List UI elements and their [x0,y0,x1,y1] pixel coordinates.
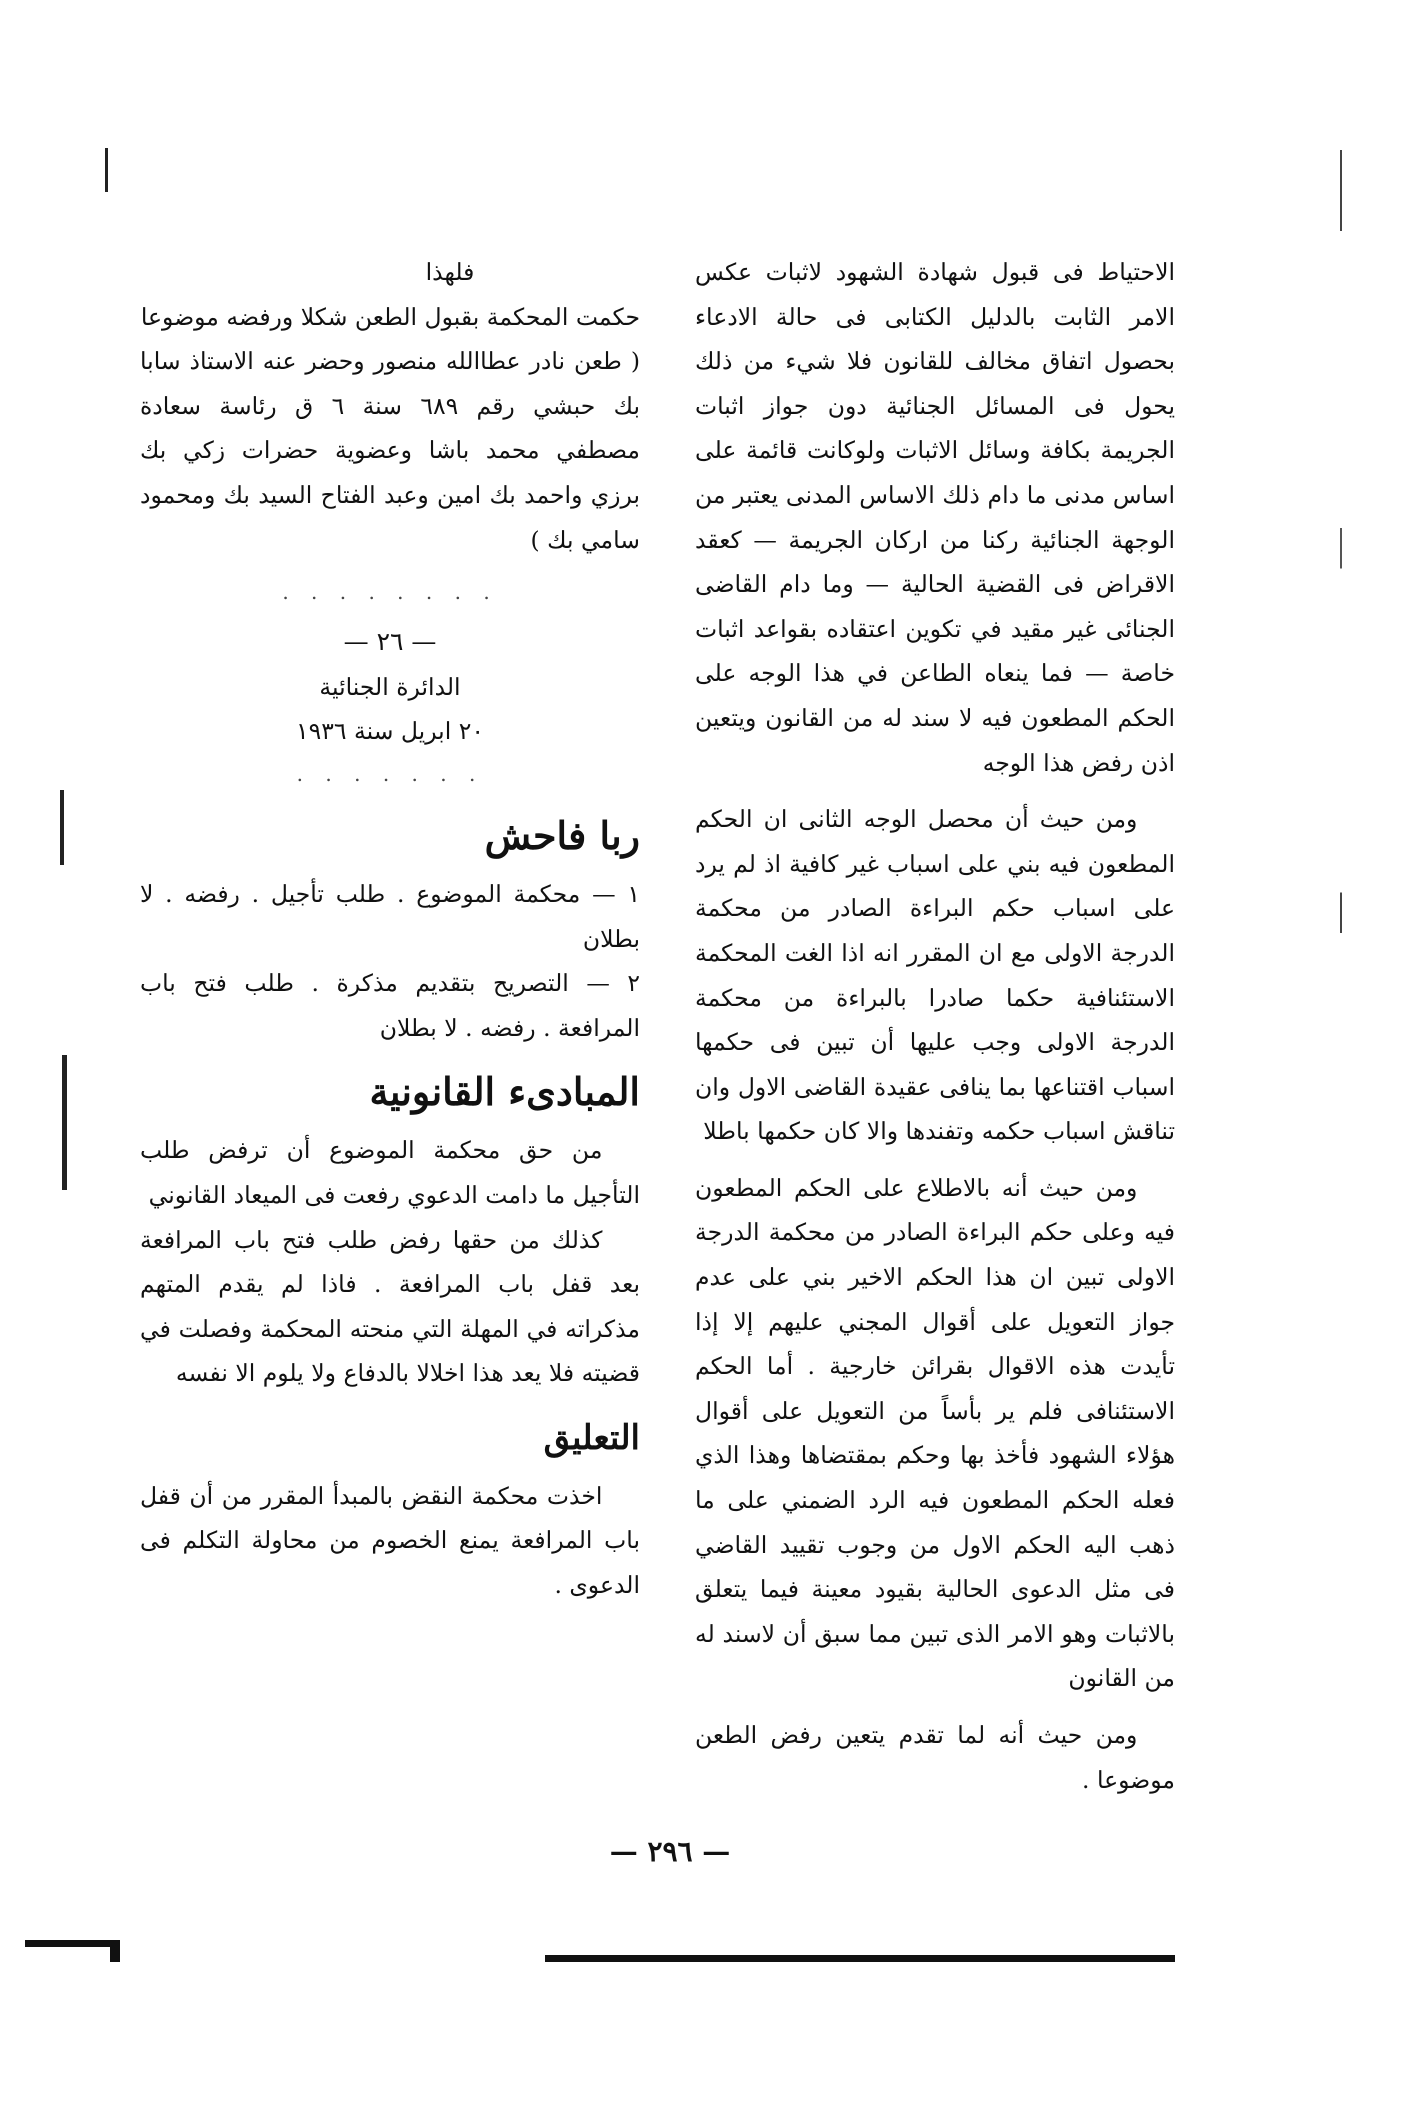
case-number: — ٢٦ — [343,627,437,657]
left-column [140,250,640,1608]
bottom-rule [545,1955,1175,1962]
paragraph-conclusion: ومن حيث أنه لما تقدم يتعين رفض الطعن موضوعا . [695,1721,1175,1794]
paragraph-second-ground: ومن حيث أن محصل الوجه الثانى ان الحكم المطعون فيه بني على اسباب غير كافية اذ لم يرد على اسباب حكم البراءة الصادر من محكمة الدرجة الاولى مع ان المقرر انه اذا الغت المحكمة الاستئنافية حكما صادرا بالبراءة من محكمة الدرجة الاولى وجب عليها أن تبين فى حكمها اسباب اقتناعها بما ينافى عقيدة القاضى الاول وان تناقش اسباب حكمه وتفندها والا كان حكمها باطلا [695,805,1175,1146]
separator-dots-2: . . . . . . . [296,761,484,786]
separator-dots: . . . . . . . . [282,580,498,605]
case-info: ( طعن نادر عطاالله منصور وحضر عنه الاستاذ سابا بك حبشي رقم ٦٨٩ سنة ٦ ق رئاسة سعادة مصطفي محمد باشا وعضوية حضرات زكي بك برزي واحمد بك امين وعبد الفتاح السيد بك ومحمود سامي بك ) [140,347,640,554]
ruling-text: حكمت المحكمة بقبول الطعن شكلا ورفضه موضوعا [140,302,640,331]
for-these-reasons: فلهذا [425,258,475,286]
chamber-name: الدائرة الجنائية [319,672,461,701]
principles-paragraph-1: من حق محكمة الموضوع أن ترفض طلب التأجيل ما دامت الدعوي رفعت فى الميعاد القانوني [140,1136,640,1209]
paragraph-review: ومن حيث أنه بالاطلاع على الحكم المطعون فيه وعلى حكم البراءة الصادر من محكمة الدرجة الاولى تبين ان هذا الحكم الاخير بني على عدم جواز التعويل على أقوال المجني عليهم إلا إذا تأيدت هذه الاقوال بقرائن خارجية . أما الحكم الاستئنافى فلم ير بأساً من التعويل على أقوال هؤلاء الشهود فأخذ بها وحكم بمقتضاها وهذا الذي فعله الحكم المطعون فيه الرد الضمني على ما ذهب اليه الحكم الاول من وجوب تقييد القاضي فى مثل الدعوى الحالية بقيود معينة فيما يتعلق بالاثبات وهو الامر الذى تبين مما سبق أن لاسند له من القانون [695,1173,1175,1693]
summary-item-2: ٢ — التصريح بتقديم مذكرة . طلب فتح باب المرافعة . رفضه . لا بطلان [140,969,640,1042]
scan-mark-bottom-left [25,1940,120,1947]
scan-edge-right [1340,150,1342,1500]
scan-mark-left-middle [60,790,64,865]
summary-heading: ربا فاحش [484,812,640,858]
right-column [695,250,1175,1802]
principles-paragraph-2: كذلك من حقها رفض طلب فتح باب المرافعة بعد قفل باب المرافعة . فاذا لم يقدم المتهم مذكراته في المهلة التي منحته المحكمة وفصلت في قضيته فلا يعد هذا اخلالا بالدفاع ولا يلوم الا نفسه [140,1225,640,1388]
scan-mark-left-lower [62,1055,67,1190]
summary-item-1: ١ — محكمة الموضوع . طلب تأجيل . رفضه . لا بطلان [140,879,640,953]
comment-paragraph: اخذت محكمة النقض بالمبدأ المقرر من أن قفل باب المرافعة يمنع الخصوم من محاولة التكلم فى الدعوى . [140,1481,640,1600]
paragraph-evidence: الاحتياط فى قبول شهادة الشهود لاثبات عكس الامر الثابت بالدليل الكتابى فى حالة الادعاء بحصول اتفاق مخالف للقانون فلا شيء من ذلك يحول فى المسائل الجنائية دون جواز اثبات الجريمة بكافة وسائل الاثبات ولوكانت قائمة على اساس مدنى ما دام ذلك الاساس المدنى يعتبر من الوجهة الجنائية ركنا من اركان الجريمة — كعقد الاقراض فى القضية الحالية — وما دام القاضى الجنائى غير مقيد في تكوين اعتقاده بقواعد اثبات خاصة — فما ينعاه الطاعن في هذا الوجه على الحكم المطعون فيه لا سند له من القانون ويتعين اذن رفض هذا الوجه [695,258,1175,777]
page-number: — ٢٩٦ — [609,1835,731,1868]
judgment-date: ٢٠ ابريل سنة ١٩٣٦ [296,717,484,746]
comment-heading: التعليق [543,1417,640,1458]
scan-mark-left-top [105,148,108,192]
principles-heading: المبادىء القانونية [369,1069,640,1115]
